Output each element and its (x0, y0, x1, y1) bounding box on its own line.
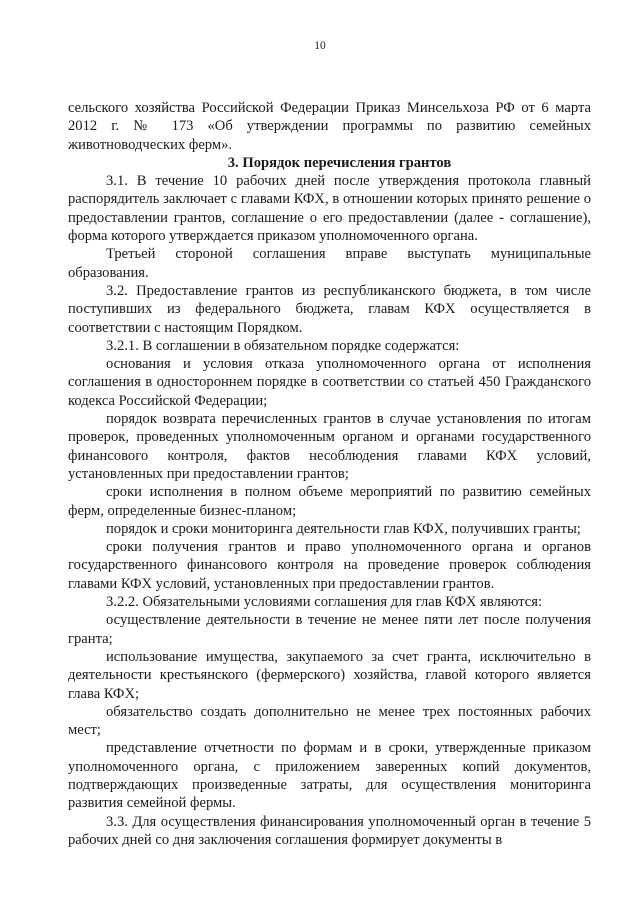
paragraph-3-2: 3.2. Предоставление грантов из республиканского бюджета, в том числе поступивших из федерального бюджета, главам КФХ осуществляется в соответствии с настоящим Порядком. (68, 282, 591, 336)
list-item: осуществление деятельности в течение не менее пяти лет после получения гранта; (68, 612, 591, 647)
list-item: представление отчетности по формам и в сроки, утвержденные приказом уполномоченного органа, с приложением заверенных копий документов, подтверждающих произведенные затраты, для осуществления мониторинга развития семейной фермы. (68, 740, 591, 812)
document-body (68, 99, 591, 849)
list-item: порядок и сроки мониторинга деятельности глав КФХ, получивших гранты; (106, 520, 581, 537)
list-item: использование имущества, закупаемого за счет гранта, исключительно в деятельности крестьянского (фермерского) хозяйства, главой которого является глава КФХ; (68, 648, 591, 702)
list-item: сроки исполнения в полном объеме мероприятий по развитию семейных ферм, определенные бизнес-планом; (68, 484, 591, 519)
paragraph-3-1: 3.1. В течение 10 рабочих дней после утверждения протокола главный распорядитель заключает с главами КФХ, в отношении которых принято решение о предоставлении грантов, соглашение о его предоставлении (далее - соглашение), форма которого утверждается приказом уполномоченного органа. (68, 173, 591, 245)
paragraph-third-party: Третьей стороной соглашения вправе выступать муниципальные образования. (68, 246, 591, 281)
section-heading: 3. Порядок перечисления грантов (227, 154, 452, 171)
paragraph-3-2-2: 3.2.2. Обязательными условиями соглашения для глав КФХ являются: (106, 594, 543, 611)
paragraph-3-3: 3.3. Для осуществления финансирования уполномоченный орган в течение 5 рабочих дней со дня заключения соглашения формирует документы в (68, 813, 591, 848)
page-number: 10 (314, 40, 326, 52)
paragraph-3-2-1: 3.2.1. В соглашении в обязательном порядке содержатся: (106, 337, 460, 354)
list-item: порядок возврата перечисленных грантов в случае установления по итогам проверок, проведенных уполномоченным органом и органами государственного финансового контроля, фактов несоблюдения главами КФХ условий, установленных при предоставлении грантов; (68, 411, 591, 482)
list-item: обязательство создать дополнительно не менее трех постоянных рабочих мест; (68, 703, 591, 739)
list-item: сроки получения грантов и право уполномоченного органа и органов государственного финансового контроля на проведение проверок соблюдения главами КФХ условий, установленных при предоставлении грантов. (68, 539, 591, 592)
list-item: основания и условия отказа уполномоченного органа от исполнения соглашения в одностороннем порядке в соответствии со статьей 450 Гражданского кодекса Российской Федерации; (68, 356, 591, 409)
intro-paragraph: сельского хозяйства Российской Федерации Приказ Минсельхоза РФ от 6 марта 2012 г. № 173 «Об утверждении программы по развитию семейных животноводческих ферм». (68, 100, 591, 153)
